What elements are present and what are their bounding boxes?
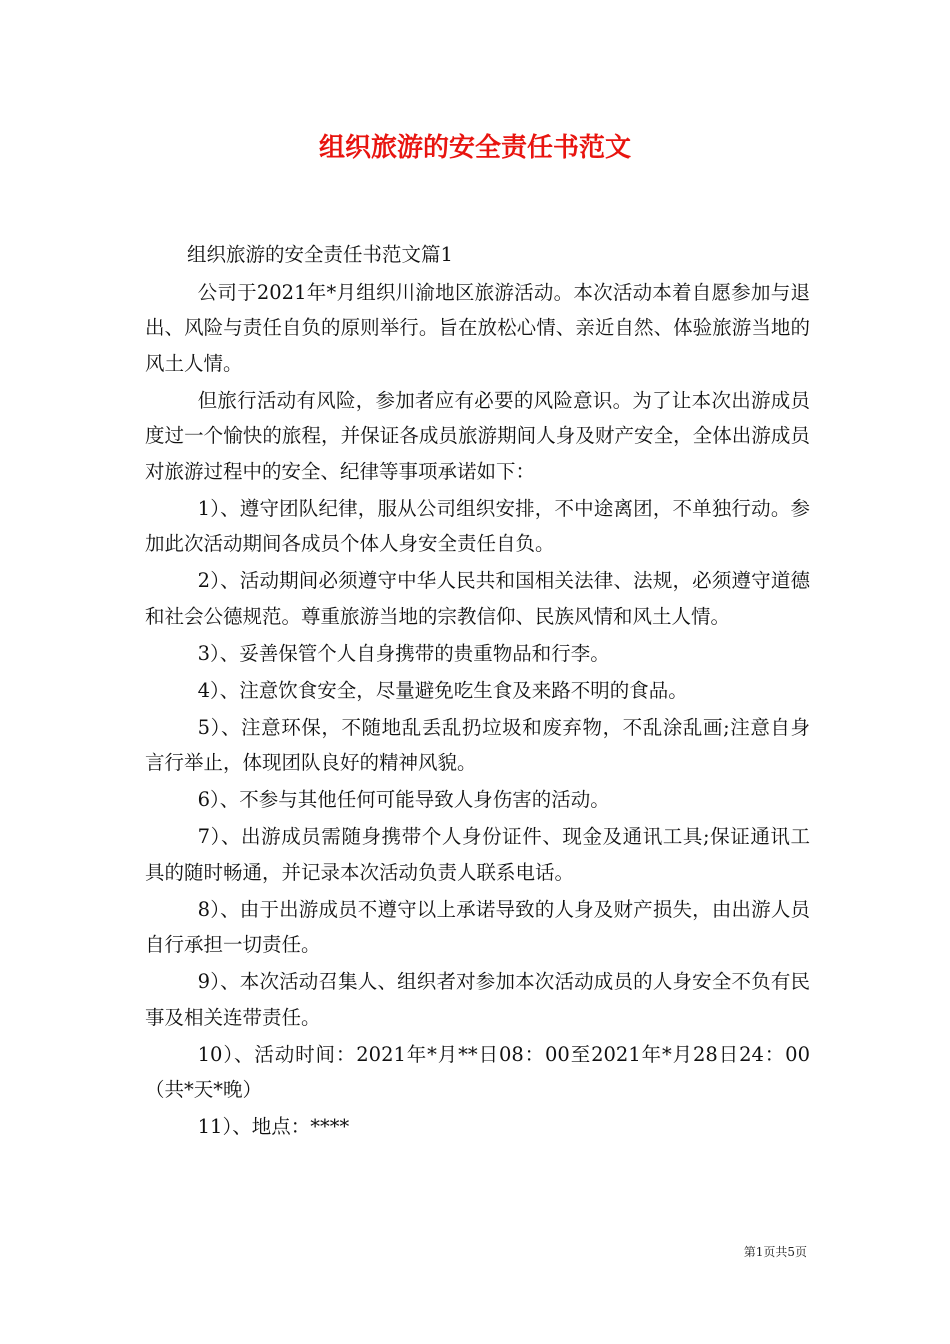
commitment-item-9: 9）、本次活动召集人、组织者对参加本次活动成员的人身安全不负有民事及相关连带责任。 [145, 970, 810, 1029]
commitment-item-3: 3）、妥善保管个人自身携带的贵重物品和行李。 [197, 641, 610, 665]
commitment-item-8: 8）、由于出游成员不遵守以上承诺导致的人身及财产损失，由出游人员自行承担一切责任。 [145, 897, 810, 956]
section-subheading: 组织旅游的安全责任书范文篇1 [187, 243, 453, 266]
commitment-item-4: 4）、注意饮食安全，尽量避免吃生食及来路不明的食品。 [197, 678, 688, 702]
paragraph-risk-notice: 但旅行活动有风险，参加者应有必要的风险意识。为了让本次出游成员度过一个愉快的旅程，并保证各成员旅游期间人身及财产安全，全体出游成员对旅游过程中的安全、纪律等事项承诺如下： [145, 388, 810, 483]
paragraph-intro: 公司于2021年*月组织川渝地区旅游活动。本次活动本着自愿参加与退出、风险与责任自负的原则举行。旨在放松心情、亲近自然、体验旅游当地的风土人情。 [145, 280, 810, 375]
document-body [145, 237, 810, 1145]
commitment-item-11: 11）、地点：**** [197, 1115, 350, 1138]
commitment-item-2: 2）、活动期间必须遵守中华人民共和国相关法律、法规，必须遵守道德和社会公德规范。尊重旅游当地的宗教信仰、民族风情和风土人情。 [145, 569, 810, 628]
commitment-item-1: 1）、遵守团队纪律，服从公司组织安排，不中途离团，不单独行动。参加此次活动期间各成员个体人身安全责任自负。 [145, 496, 810, 555]
document-title: 组织旅游的安全责任书范文 [318, 133, 631, 163]
commitment-item-7: 7）、出游成员需随身携带个人身份证件、现金及通讯工具;保证通讯工具的随时畅通，并记录本次活动负责人联系电话。 [145, 825, 810, 884]
commitment-item-10: 10）、活动时间：2021年*月**日08：00至2021年*月28日24：00（共*天*晚） [145, 1042, 810, 1101]
page-number-footer: 第1页共5页 [743, 1245, 807, 1259]
commitment-item-5: 5）、注意环保，不随地乱丢乱扔垃圾和废弃物，不乱涂乱画;注意自身言行举止，体现团队良好的精神风貌。 [145, 715, 810, 774]
commitment-item-6: 6）、不参与其他任何可能导致人身伤害的活动。 [197, 788, 610, 811]
